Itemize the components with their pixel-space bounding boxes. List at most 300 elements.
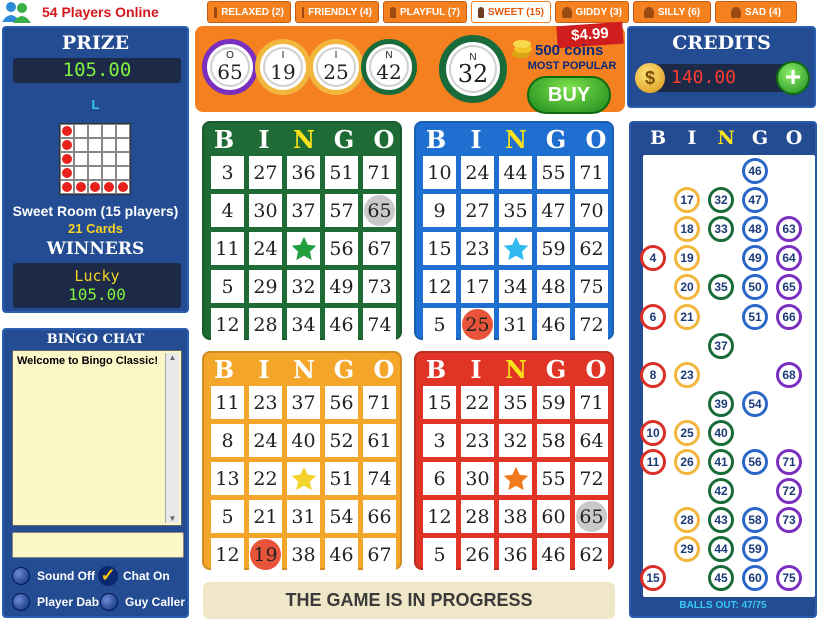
scroll-down-icon[interactable]: ▼ <box>168 514 177 523</box>
bingo-card <box>414 121 614 340</box>
person-icon <box>302 7 304 18</box>
called-number: 23 <box>674 362 700 388</box>
card-header-letter: O <box>585 125 607 154</box>
board-header-letter: B <box>649 127 667 149</box>
cell-number: 38 <box>291 543 316 566</box>
card-cell[interactable] <box>499 386 532 419</box>
called-number: 73 <box>776 507 802 533</box>
card-cell[interactable] <box>423 194 456 227</box>
called-number: 21 <box>674 304 700 330</box>
card-cell[interactable] <box>461 156 494 189</box>
cell-number: 66 <box>367 505 392 528</box>
prize-title: PRIZE <box>61 32 130 54</box>
players-icon <box>0 0 34 24</box>
called-ball <box>202 39 258 95</box>
card-cell[interactable] <box>575 270 608 303</box>
card-cell[interactable] <box>461 500 494 533</box>
room-tab-label: SAD (4) <box>744 6 782 18</box>
board-header-letter: N <box>717 127 735 149</box>
card-cell[interactable] <box>537 538 570 571</box>
card-cell[interactable] <box>537 500 570 533</box>
dab-label: Player Dab <box>37 595 100 609</box>
called-number: 45 <box>708 565 734 591</box>
cell-number: 72 <box>579 467 604 490</box>
card-cell[interactable] <box>499 424 532 457</box>
card-cell[interactable] <box>461 538 494 571</box>
cell-number: 67 <box>367 543 392 566</box>
card-cell[interactable] <box>363 424 396 457</box>
card-cell[interactable] <box>325 308 358 341</box>
room-tabs <box>207 1 797 23</box>
card-cell[interactable] <box>325 232 358 265</box>
card-cell[interactable] <box>249 270 282 303</box>
room-name: Sweet Room (15 players) <box>12 203 179 219</box>
cell-number: 35 <box>503 199 528 222</box>
card-cell[interactable] <box>423 232 456 265</box>
card-header-letter: G <box>333 125 355 154</box>
called-ball <box>255 39 311 95</box>
cell-number: 11 <box>215 391 240 414</box>
room-tab[interactable] <box>207 1 291 23</box>
person-icon <box>644 7 654 18</box>
card-cell[interactable] <box>363 308 396 341</box>
cell-number: 59 <box>541 391 566 414</box>
card-cell[interactable] <box>575 424 608 457</box>
room-tab-label: SILLY (6) <box>657 6 701 18</box>
card-grid <box>423 386 608 571</box>
credits-panel <box>627 26 816 108</box>
card-cell[interactable] <box>461 424 494 457</box>
card-count: 21 Cards <box>68 221 123 236</box>
card-cell[interactable] <box>499 156 532 189</box>
card-header <box>204 355 404 385</box>
called-number: 41 <box>708 449 734 475</box>
ball-number: 42 <box>376 60 402 84</box>
cell-number: 24 <box>465 161 490 184</box>
called-number: 68 <box>776 362 802 388</box>
card-cell[interactable] <box>325 424 358 457</box>
card-cell[interactable] <box>211 308 244 341</box>
bingo-card <box>202 121 402 340</box>
card-cell[interactable] <box>363 500 396 533</box>
board-header-letter: I <box>687 127 697 149</box>
cell-number: 75 <box>579 275 604 298</box>
star-icon <box>502 235 530 263</box>
buy-button[interactable]: BUY <box>527 76 611 114</box>
card-cell[interactable] <box>249 538 282 571</box>
called-number: 10 <box>640 420 666 446</box>
card-cell[interactable] <box>537 270 570 303</box>
card-cell[interactable] <box>461 462 494 495</box>
card-cell[interactable] <box>325 156 358 189</box>
card-header-letter: B <box>213 125 235 154</box>
called-number: 8 <box>640 362 666 388</box>
credits-title: CREDITS <box>672 32 771 54</box>
board-header-letter: O <box>785 127 803 149</box>
pattern-cell <box>116 152 130 166</box>
called-number: 29 <box>674 536 700 562</box>
card-cell[interactable] <box>249 500 282 533</box>
card-cell[interactable] <box>249 194 282 227</box>
card-grid <box>211 156 396 341</box>
called-number: 58 <box>742 507 768 533</box>
cell-number: 37 <box>291 199 316 222</box>
cell-number: 34 <box>503 275 528 298</box>
cell-number: 47 <box>541 199 566 222</box>
chat-panel <box>2 328 189 618</box>
caller-label: Guy Caller <box>125 595 186 609</box>
cell-number: 22 <box>253 467 278 490</box>
cell-number: 36 <box>503 543 528 566</box>
card-cell[interactable] <box>575 538 608 571</box>
room-tab-label: RELAXED (2) <box>221 6 284 18</box>
cell-number: 51 <box>329 161 354 184</box>
card-cell[interactable] <box>537 308 570 341</box>
scroll-up-icon[interactable]: ▲ <box>168 353 177 362</box>
cell-number: 11 <box>215 237 240 260</box>
cell-number: 72 <box>579 313 604 336</box>
chat-scrollbar[interactable] <box>165 353 179 523</box>
card-cell[interactable] <box>575 386 608 419</box>
cell-number: 40 <box>291 429 316 452</box>
called-number: 6 <box>640 304 666 330</box>
pattern-cell <box>116 124 130 138</box>
called-number: 25 <box>674 420 700 446</box>
pattern-cell <box>74 124 88 138</box>
card-cell[interactable] <box>211 232 244 265</box>
card-cell[interactable] <box>287 500 320 533</box>
pattern-cell <box>60 124 74 138</box>
cell-number: 65 <box>367 199 392 222</box>
card-cell[interactable] <box>287 308 320 341</box>
chat-input[interactable] <box>12 532 184 558</box>
room-tab[interactable] <box>295 1 379 23</box>
cell-number: 71 <box>367 391 392 414</box>
card-cell[interactable] <box>537 156 570 189</box>
card-cell[interactable] <box>537 462 570 495</box>
card-cell[interactable] <box>575 156 608 189</box>
card-cell[interactable] <box>575 308 608 341</box>
free-space[interactable] <box>499 462 532 495</box>
free-space[interactable] <box>287 232 320 265</box>
called-number: 50 <box>742 274 768 300</box>
pattern-cell <box>60 180 74 194</box>
card-cell[interactable] <box>461 232 494 265</box>
cell-number: 32 <box>291 275 316 298</box>
checkmark-icon: ✓ <box>98 566 118 586</box>
pattern-cell <box>116 166 130 180</box>
room-tab-label: GIDDY (3) <box>575 6 622 18</box>
card-cell[interactable] <box>363 538 396 571</box>
card-cell[interactable] <box>423 462 456 495</box>
called-number: 28 <box>674 507 700 533</box>
card-cell[interactable] <box>249 308 282 341</box>
cell-number: 49 <box>329 275 354 298</box>
cell-number: 67 <box>367 237 392 260</box>
cell-number: 70 <box>579 199 604 222</box>
cell-number: 28 <box>253 313 278 336</box>
card-cell[interactable] <box>423 308 456 341</box>
card-cell[interactable] <box>461 386 494 419</box>
cell-number: 57 <box>329 199 354 222</box>
person-icon <box>562 7 572 18</box>
card-cell[interactable] <box>249 232 282 265</box>
card-cell[interactable] <box>363 156 396 189</box>
card-cell[interactable] <box>499 194 532 227</box>
sound-label: Sound Off <box>37 569 95 583</box>
card-cell[interactable] <box>211 500 244 533</box>
caller-toggle[interactable] <box>100 593 185 611</box>
card-cell[interactable] <box>249 386 282 419</box>
card-cell[interactable] <box>423 424 456 457</box>
card-cell[interactable] <box>363 194 396 227</box>
cell-number: 65 <box>579 505 604 528</box>
card-header <box>204 125 404 155</box>
winners-title: WINNERS <box>46 239 145 259</box>
called-number: 33 <box>708 216 734 242</box>
card-grid <box>423 156 608 341</box>
called-ball <box>308 39 364 95</box>
card-cell[interactable] <box>287 538 320 571</box>
called-number: 46 <box>742 158 768 184</box>
cell-number: 44 <box>503 161 528 184</box>
cell-number: 59 <box>541 237 566 260</box>
called-number: 32 <box>708 187 734 213</box>
pattern-cell <box>60 166 74 180</box>
cell-number: 56 <box>329 391 354 414</box>
card-cell[interactable] <box>249 462 282 495</box>
cell-number: 22 <box>465 391 490 414</box>
room-tab-label: PLAYFUL (7) <box>399 6 460 18</box>
sound-toggle[interactable] <box>12 567 95 585</box>
star-icon <box>290 235 318 263</box>
called-number: 51 <box>742 304 768 330</box>
card-header-letter: G <box>545 125 567 154</box>
room-tab[interactable] <box>715 1 797 23</box>
card-header-letter: I <box>258 125 270 154</box>
cell-number: 26 <box>465 543 490 566</box>
coin-offer[interactable] <box>527 24 625 110</box>
called-number: 59 <box>742 536 768 562</box>
cell-number: 46 <box>541 543 566 566</box>
called-number: 18 <box>674 216 700 242</box>
called-number: 4 <box>640 245 666 271</box>
card-header-letter: I <box>470 355 482 384</box>
cell-number: 74 <box>367 467 392 490</box>
cell-number: 71 <box>367 161 392 184</box>
called-number: 56 <box>742 449 768 475</box>
card-cell[interactable] <box>461 270 494 303</box>
cell-number: 5 <box>221 275 234 298</box>
called-ball <box>439 35 507 103</box>
coins-icon <box>511 38 533 56</box>
cell-number: 64 <box>579 429 604 452</box>
card-cell[interactable] <box>537 386 570 419</box>
cell-number: 3 <box>433 429 446 452</box>
pattern-name: L <box>91 97 100 112</box>
star-icon <box>290 465 318 493</box>
card-header-letter: G <box>545 355 567 384</box>
card-cell[interactable] <box>461 308 494 341</box>
chat-log[interactable] <box>12 350 182 526</box>
card-cell[interactable] <box>423 500 456 533</box>
card-cell[interactable] <box>325 462 358 495</box>
cell-number: 5 <box>221 505 234 528</box>
free-space[interactable] <box>287 462 320 495</box>
ball-letter: N <box>385 50 393 61</box>
card-cell[interactable] <box>499 270 532 303</box>
called-number: 42 <box>708 478 734 504</box>
offer-price: $4.99 <box>556 22 623 49</box>
card-header-letter: B <box>425 125 447 154</box>
ball-number: 32 <box>457 60 489 88</box>
game-status: THE GAME IS IN PROGRESS <box>203 582 615 619</box>
cell-number: 3 <box>221 161 234 184</box>
card-header <box>416 125 616 155</box>
cell-number: 29 <box>253 275 278 298</box>
card-cell[interactable] <box>575 462 608 495</box>
cell-number: 24 <box>253 237 278 260</box>
pattern-grid <box>59 123 131 195</box>
card-cell[interactable] <box>211 156 244 189</box>
room-tab[interactable] <box>555 1 629 23</box>
bingo-card <box>414 351 614 570</box>
card-header-letter: N <box>293 355 315 384</box>
cell-number: 25 <box>465 313 490 336</box>
card-cell[interactable] <box>537 424 570 457</box>
cell-number: 21 <box>253 505 278 528</box>
card-cell[interactable] <box>325 386 358 419</box>
cell-number: 28 <box>465 505 490 528</box>
cell-number: 10 <box>427 161 452 184</box>
called-number: 11 <box>640 449 666 475</box>
card-cell[interactable] <box>287 194 320 227</box>
players-online-text: 54 Players Online <box>42 4 159 20</box>
card-cell[interactable] <box>211 270 244 303</box>
card-cell[interactable] <box>211 462 244 495</box>
cell-number: 62 <box>579 237 604 260</box>
winners-box <box>13 263 181 308</box>
ball-letter: I <box>281 50 285 61</box>
cell-number: 71 <box>579 161 604 184</box>
card-cell[interactable] <box>325 270 358 303</box>
card-cell[interactable] <box>363 232 396 265</box>
cell-number: 27 <box>253 161 278 184</box>
card-cell[interactable] <box>537 194 570 227</box>
card-cell[interactable] <box>575 232 608 265</box>
card-cell[interactable] <box>211 424 244 457</box>
called-number: 17 <box>674 187 700 213</box>
card-cell[interactable] <box>575 500 608 533</box>
card-header-letter: N <box>505 125 527 154</box>
card-cell[interactable] <box>363 270 396 303</box>
cell-number: 9 <box>433 199 446 222</box>
card-cell[interactable] <box>249 424 282 457</box>
card-cell[interactable] <box>423 270 456 303</box>
called-number: 66 <box>776 304 802 330</box>
card-cell[interactable] <box>325 194 358 227</box>
card-cell[interactable] <box>423 538 456 571</box>
card-cell[interactable] <box>499 538 532 571</box>
radio-icon <box>12 567 30 585</box>
ball-letter: O <box>226 50 234 61</box>
pattern-cell <box>102 138 116 152</box>
cell-number: 8 <box>221 429 234 452</box>
cell-number: 34 <box>291 313 316 336</box>
cell-number: 46 <box>329 543 354 566</box>
room-tab[interactable] <box>383 1 467 23</box>
cell-number: 24 <box>253 429 278 452</box>
called-number: 63 <box>776 216 802 242</box>
pattern-cell <box>102 180 116 194</box>
pattern-cell <box>102 152 116 166</box>
card-cell[interactable] <box>211 386 244 419</box>
card-cell[interactable] <box>287 424 320 457</box>
card-cell[interactable] <box>575 194 608 227</box>
card-cell[interactable] <box>249 156 282 189</box>
chat-toggle[interactable] <box>98 566 170 586</box>
card-cell[interactable] <box>363 462 396 495</box>
called-number: 19 <box>674 245 700 271</box>
player-dab-toggle[interactable] <box>12 593 99 611</box>
pattern-cell <box>74 138 88 152</box>
card-cell[interactable] <box>499 308 532 341</box>
called-number: 64 <box>776 245 802 271</box>
cell-number: 56 <box>329 237 354 260</box>
card-header-letter: I <box>470 125 482 154</box>
pattern-cell <box>88 152 102 166</box>
called-ball <box>361 39 417 95</box>
cell-number: 12 <box>427 505 452 528</box>
person-icon <box>731 7 741 18</box>
card-cell[interactable] <box>499 500 532 533</box>
card-cell[interactable] <box>363 386 396 419</box>
ball-letter: N <box>469 52 477 63</box>
card-cell[interactable] <box>287 156 320 189</box>
credits-value: 140.00 <box>671 67 737 88</box>
cell-number: 55 <box>541 467 566 490</box>
card-cell[interactable] <box>423 386 456 419</box>
add-credits-button[interactable]: + <box>776 61 810 95</box>
card-header <box>416 355 616 385</box>
card-cell[interactable] <box>287 270 320 303</box>
card-cell[interactable] <box>537 232 570 265</box>
ball-number: 25 <box>323 60 349 84</box>
room-tab[interactable] <box>633 1 711 23</box>
chat-title: BINGO CHAT <box>46 332 145 347</box>
card-cell[interactable] <box>325 500 358 533</box>
card-cell[interactable] <box>325 538 358 571</box>
called-number: 54 <box>742 391 768 417</box>
ball-number: 19 <box>270 60 296 84</box>
card-cell[interactable] <box>461 194 494 227</box>
cell-number: 15 <box>427 391 452 414</box>
card-cell[interactable] <box>211 194 244 227</box>
card-cell[interactable] <box>287 386 320 419</box>
cell-number: 12 <box>215 313 240 336</box>
card-cell[interactable] <box>211 538 244 571</box>
radio-icon <box>100 593 118 611</box>
pattern-cell <box>102 166 116 180</box>
card-cell[interactable] <box>423 156 456 189</box>
chat-message: Welcome to Bingo Classic! <box>17 355 158 367</box>
board-header <box>641 127 811 149</box>
room-tab[interactable] <box>471 1 551 23</box>
free-space[interactable] <box>499 232 532 265</box>
called-number: 40 <box>708 420 734 446</box>
cell-number: 36 <box>291 161 316 184</box>
cell-number: 30 <box>253 199 278 222</box>
